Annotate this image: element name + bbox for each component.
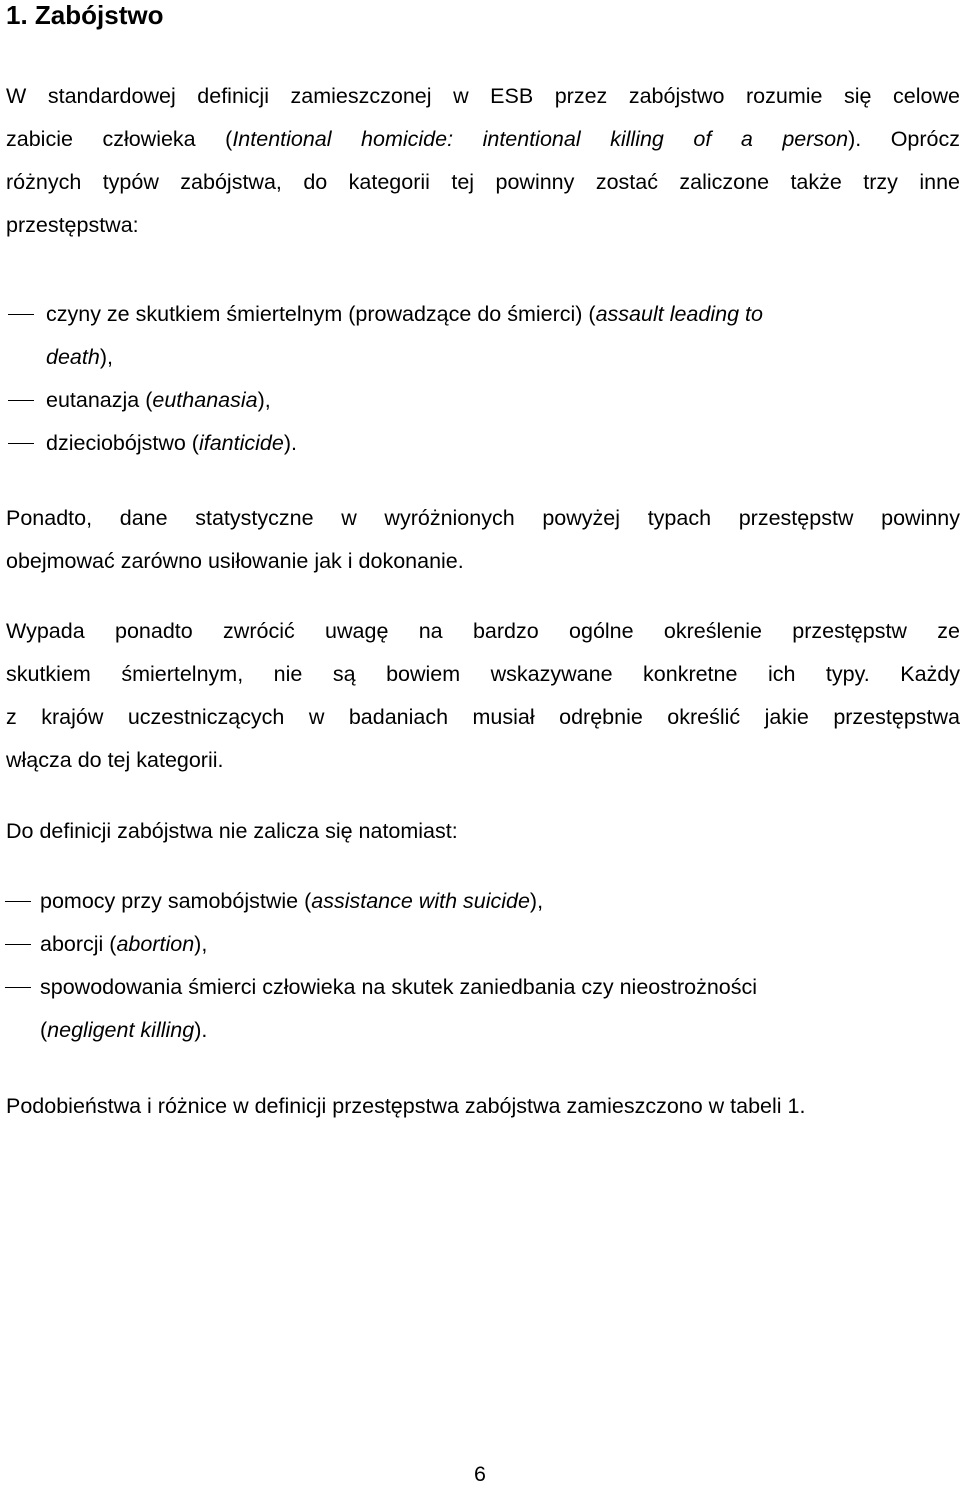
paragraph-remark: [6, 610, 960, 782]
list-item: [40, 966, 757, 1052]
paragraph-statistics: [6, 497, 960, 583]
text-line: włącza do tej kategorii.: [6, 748, 224, 772]
paragraph-definition: [6, 75, 960, 247]
text-line: Ponadto, dane statystyczne w wyróżnionych powyżej typach przestępstw powinny: [6, 506, 960, 530]
dash-bullet: [5, 944, 31, 945]
dash-bullet: [5, 987, 31, 988]
list-item: [40, 923, 757, 966]
included-crimes-list: [46, 293, 763, 465]
text-line: spowodowania śmierci człowieka na skutek zaniedbania czy nieostrożności: [40, 975, 758, 999]
text-line: Wypada ponadto zwrócić uwagę na bardzo ogólne określenie przestępstw ze: [6, 619, 960, 643]
list-item: [46, 379, 763, 422]
text-line: z krajów uczestniczących w badaniach musiał odrębnie określić jakie przestępstwa: [6, 705, 960, 729]
list-item: [40, 880, 757, 923]
text-line: aborcji (abortion),: [40, 932, 208, 956]
text-line: W standardowej definicji zamieszczonej w ESB przez zabójstwo rozumie się celowe: [6, 84, 960, 108]
text-line: zabicie człowieka (Intentional homicide: intentional killing of a person). Oprócz: [6, 127, 960, 151]
dash-bullet: [8, 400, 34, 401]
dash-bullet: [5, 901, 31, 902]
text-line: skutkiem śmiertelnym, nie są bowiem wskazywane konkretne ich typy. Każdy: [6, 662, 960, 686]
paragraph-exclusions-intro: Do definicji zabójstwa nie zalicza się natomiast:: [6, 819, 458, 843]
dash-bullet: [8, 443, 34, 444]
text-line: pomocy przy samobójstwie (assistance with suicide),: [40, 889, 544, 913]
list-item: [46, 293, 763, 379]
text-line: death),: [46, 345, 113, 369]
text-line: (negligent killing).: [40, 1018, 208, 1042]
section-heading: 1. Zabójstwo: [6, 0, 164, 30]
list-item: [46, 422, 763, 465]
page-number: 6: [474, 1462, 486, 1486]
text-line: eutanazja (euthanasia),: [46, 388, 271, 412]
text-line: czyny ze skutkiem śmiertelnym (prowadzące do śmierci) (assault leading to: [46, 302, 763, 326]
text-line: przestępstwa:: [6, 213, 139, 237]
paragraph-table-reference: Podobieństwa i różnice w definicji przestępstwa zabójstwa zamieszczono w tabeli 1.: [6, 1094, 806, 1118]
excluded-crimes-list: [40, 880, 757, 1052]
text-line: obejmować zarówno usiłowanie jak i dokonanie.: [6, 549, 464, 573]
dash-bullet: [8, 314, 34, 315]
text-line: dzieciobójstwo (ifanticide).: [46, 431, 297, 455]
text-line: różnych typów zabójstwa, do kategorii tej powinny zostać zaliczone także trzy inne: [6, 170, 960, 194]
